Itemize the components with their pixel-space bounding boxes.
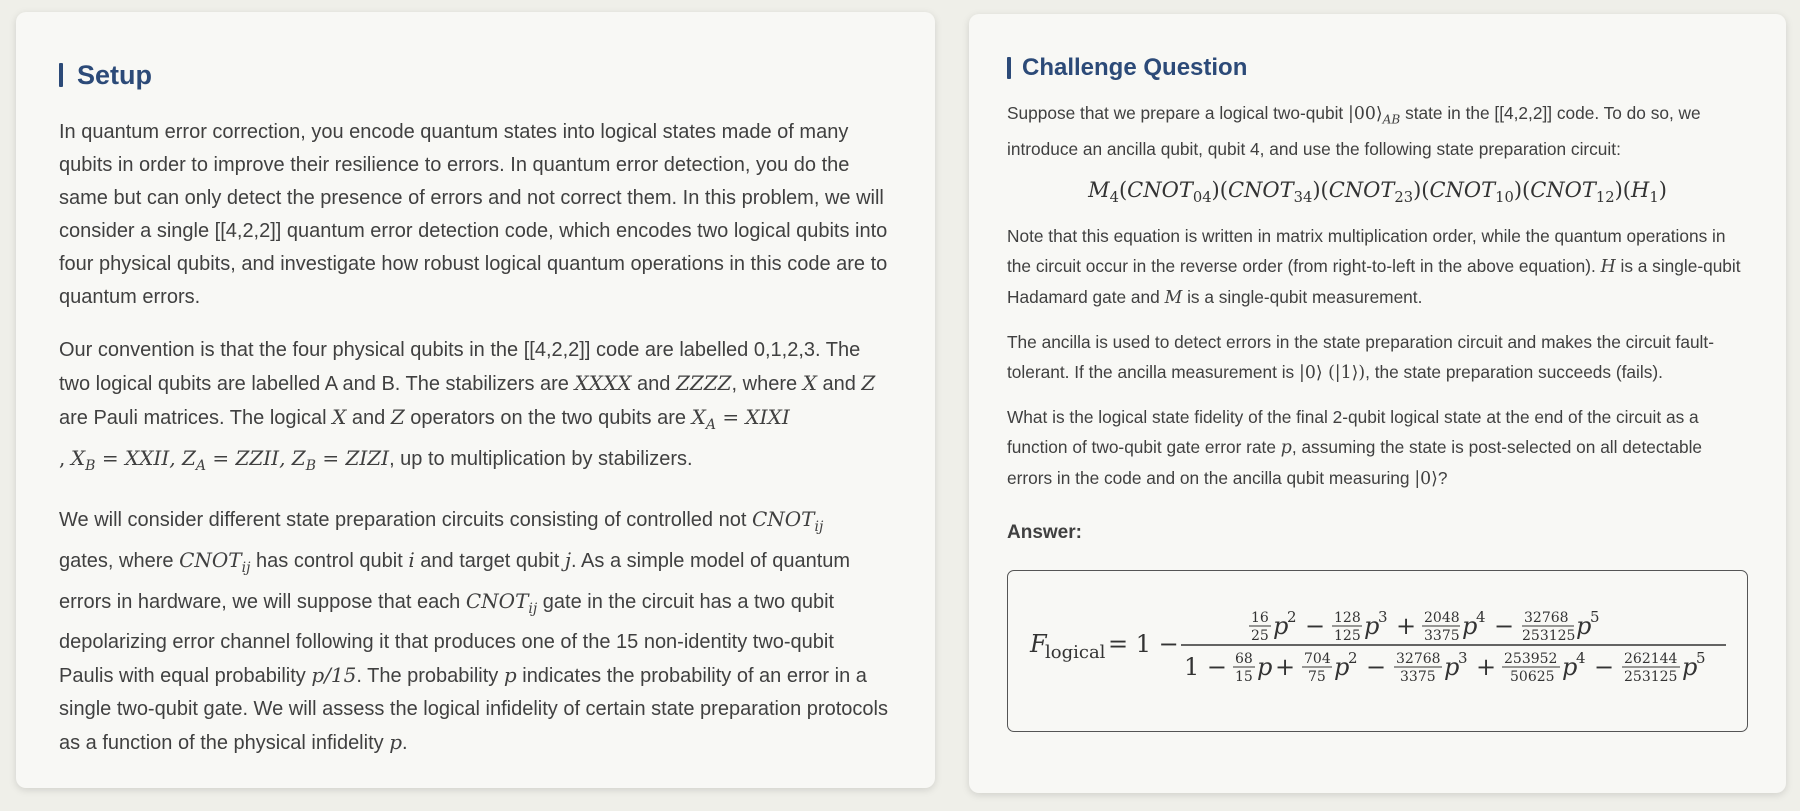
svg-text:p: p xyxy=(1334,652,1350,681)
setup-p2-text: Our convention is that the four physical qubits in the [[4,2,2]] code are labelled 0,1,2,3. The two logical qubits are labelled A and B. The stabilizers are xyxy=(59,339,861,395)
math-cnot-ij: $CNOT_{ij}$ xyxy=(465,589,538,617)
setup-p2-text: operators on the two qubits are xyxy=(404,407,692,429)
setup-p3-text: gates, where xyxy=(59,550,180,572)
svg-text:253952: 253952 xyxy=(1504,650,1558,667)
svg-text:= 1 −: = 1 − xyxy=(1108,629,1179,658)
math-p: p xyxy=(1280,437,1292,458)
svg-text:p: p xyxy=(1576,611,1592,640)
answer-label: Answer: xyxy=(1007,521,1082,543)
svg-text:2: 2 xyxy=(1348,648,1358,667)
svg-text:+: + xyxy=(1476,652,1497,681)
challenge-q3-text: The ancilla is used to detect errors in the state preparation circuit and makes the circuit fault-tolerant. If the ancilla measurement is xyxy=(1007,331,1714,382)
math-xxxx: XXXX xyxy=(574,371,632,395)
challenge-q1-text: Suppose that we prepare a logical two-qubit xyxy=(1007,103,1349,123)
svg-text:2048: 2048 xyxy=(1424,609,1460,626)
svg-text:p: p xyxy=(1462,611,1478,640)
svg-text:1 −: 1 − xyxy=(1184,652,1228,681)
answer-box xyxy=(1007,570,1748,732)
challenge-q4-text: What is the logical state fidelity of the final 2-qubit logical state at the end of the circuit as a function of two-qubit gate error rate xyxy=(1007,406,1699,457)
setup-paragraph-1 xyxy=(59,116,891,314)
math-xa: $X_A$ = XIXI xyxy=(691,405,790,433)
math-cnot-ij: $CNOT_{ij}$ xyxy=(751,507,824,535)
svg-text:68: 68 xyxy=(1235,650,1253,667)
math-x: X xyxy=(332,405,347,429)
svg-text:3375: 3375 xyxy=(1424,627,1460,644)
setup-paragraph-2: Our convention is that the four physical qubits in the [[4,2,2]] code are labelled 0,1,2,3. The two logical qubits are labelled A and B. The stabilizers are XXXX and ZZZZ, where X and Z are Pauli matrices. The logical X and Z operators on the two qubits are $X_A$ = XIXI , $X_B$ = XXII, $Z_A$ = ZZII, $Z_B$ = ZIZI, up to multiplication by stabilizers. xyxy=(59,339,876,474)
setup-title: Setup xyxy=(77,59,153,90)
setup-p2-text: are Pauli matrices. The logical xyxy=(59,407,333,429)
challenge-q3-text: , the state preparation succeeds (fails). xyxy=(1365,361,1663,382)
math-logical-ops: $X_B$ = XXII, $Z_A$ = ZZII, $Z_B$ = ZIZI xyxy=(70,446,390,474)
setup-p2-text: , up to multiplication by stabilizers. xyxy=(389,448,693,470)
svg-text:50625: 50625 xyxy=(1510,668,1555,685)
svg-text:5: 5 xyxy=(1696,648,1706,667)
math-ket-0-1: |0⟩ (|1⟩) xyxy=(1299,362,1366,383)
setup-p3-text: indicates the probability of an error in a single two-qubit gate. We will assess the logical infidelity of certain state preparation protocols as a function of the physical infidelity xyxy=(59,665,888,754)
setup-p2-text: , where xyxy=(731,373,803,395)
heading-accent-bar xyxy=(59,63,63,87)
setup-p2-text: and xyxy=(816,373,862,395)
heading-accent-bar xyxy=(1007,57,1011,79)
svg-text:25: 25 xyxy=(1251,627,1269,644)
challenge-title: Challenge Question xyxy=(1022,54,1248,81)
svg-text:4: 4 xyxy=(1576,648,1586,667)
svg-text:+: + xyxy=(1275,652,1296,681)
setup-p3-text: and target qubit xyxy=(414,550,565,572)
svg-text:16: 16 xyxy=(1251,609,1269,626)
svg-text:3: 3 xyxy=(1378,607,1388,626)
challenge-q4-text: ? xyxy=(1437,467,1448,488)
svg-text:3375: 3375 xyxy=(1400,668,1436,685)
setup-p2-text: and xyxy=(631,373,676,395)
svg-text:4: 4 xyxy=(1476,607,1486,626)
challenge-panel xyxy=(969,14,1786,793)
setup-p2-text: and xyxy=(346,407,391,429)
svg-text:p: p xyxy=(1444,652,1460,681)
setup-p3-text: . As a simple model of quantum errors in hardware, we will suppose that each xyxy=(59,550,851,613)
challenge-paragraph-3 xyxy=(1007,327,1748,388)
challenge-paragraph-2 xyxy=(1007,221,1748,313)
challenge-paragraph-4 xyxy=(1007,402,1748,494)
setup-p1-text: In quantum error correction, you encode quantum states into logical states made of many qubits in order to improve their resilience to errors. In quantum error detection, you do the same but can only detect the presence of errors and not correct them. In this problem, we will consider a single [[4,2,2]] quantum error detection code, which encodes two logical qubits into four physical qubits, and investigate how robust logical quantum operations in this code are to quantum errors. xyxy=(59,121,888,308)
setup-p3-text: We will consider different state preparation circuits consisting of controlled not xyxy=(59,509,752,531)
math-p: p xyxy=(503,663,517,687)
svg-text:253125: 253125 xyxy=(1522,627,1576,644)
setup-p3-text: has control qubit xyxy=(250,550,409,572)
svg-text:253125: 253125 xyxy=(1624,668,1678,685)
setup-paragraph-3 xyxy=(59,503,891,760)
challenge-paragraph-1 xyxy=(1007,98,1748,164)
math-cnot-ij: $CNOT_{ij}$ xyxy=(179,548,251,576)
svg-text:3: 3 xyxy=(1458,648,1468,667)
svg-text:p: p xyxy=(1273,611,1289,640)
setup-p3-text: . xyxy=(402,732,408,754)
svg-text:−: − xyxy=(1594,652,1615,681)
svg-text:75: 75 xyxy=(1308,668,1326,685)
math-ket-0: |0⟩ xyxy=(1414,468,1438,489)
svg-text:32768: 32768 xyxy=(1524,609,1569,626)
svg-text:p: p xyxy=(1682,652,1698,681)
svg-text:262144: 262144 xyxy=(1624,650,1678,667)
math-zzzz: ZZZZ xyxy=(675,371,732,395)
setup-panel xyxy=(16,12,935,788)
challenge-q2-text: is a single-qubit measurement. xyxy=(1182,286,1423,307)
math-x: X xyxy=(802,371,817,395)
math-m: M xyxy=(1164,287,1183,308)
svg-text:125: 125 xyxy=(1334,627,1361,644)
answer-formula xyxy=(1008,571,1746,731)
svg-text:F: F xyxy=(1030,629,1047,658)
circuit-equation: $M_4(CNOT_{04})(CNOT_{34})(CNOT_{23})(CNOT_{10})(CNOT_{12})(H_1)$ xyxy=(1088,178,1667,207)
svg-text:p: p xyxy=(1364,611,1380,640)
math-z: Z xyxy=(861,371,876,395)
svg-text:−: − xyxy=(1494,611,1515,640)
svg-text:32768: 32768 xyxy=(1396,650,1441,667)
svg-text:p: p xyxy=(1257,652,1273,681)
svg-text:−: − xyxy=(1366,652,1387,681)
svg-text:15: 15 xyxy=(1235,668,1253,685)
math-z: Z xyxy=(390,405,405,429)
challenge-heading xyxy=(1007,54,1748,82)
svg-text:p: p xyxy=(1562,652,1578,681)
math-j: j xyxy=(564,548,572,572)
math-p-over-15: p/15 xyxy=(311,663,357,687)
setup-p3-text: . The probability xyxy=(356,665,504,687)
svg-text:2: 2 xyxy=(1287,607,1297,626)
svg-text:−: − xyxy=(1305,611,1326,640)
challenge-q1-text: state in the [[4,2,2]] code. To do so, we introduce an ancilla qubit, qubit 4, and use the following state preparation circuit: xyxy=(1007,103,1701,160)
svg-text:128: 128 xyxy=(1334,609,1361,626)
setup-p3-text: gate in the circuit has a two qubit depolarizing error channel following it that produces one of the 15 non-identity two-qubit Paulis with equal probability xyxy=(59,591,835,687)
challenge-q4-text: , assuming the state is post-selected on all detectable errors in the code and on the ancilla qubit measuring xyxy=(1007,436,1703,488)
svg-text:704: 704 xyxy=(1304,650,1331,667)
math-p: p xyxy=(389,730,402,754)
svg-text:5: 5 xyxy=(1590,607,1600,626)
svg-text:logical: logical xyxy=(1045,641,1106,663)
svg-text:+: + xyxy=(1396,611,1417,640)
challenge-q2-text: Note that this equation is written in matrix multiplication order, while the quantum operations in the circuit occur in the reverse order (from right-to-left in the above equation). xyxy=(1007,225,1726,276)
challenge-q2-text: is a single-qubit Hadamard gate and xyxy=(1007,255,1741,307)
math-i: i xyxy=(408,548,415,572)
math-ket-00-ab: $|00⟩_{AB}$ xyxy=(1348,104,1401,127)
setup-heading xyxy=(59,60,891,90)
math-h: H xyxy=(1600,256,1616,277)
